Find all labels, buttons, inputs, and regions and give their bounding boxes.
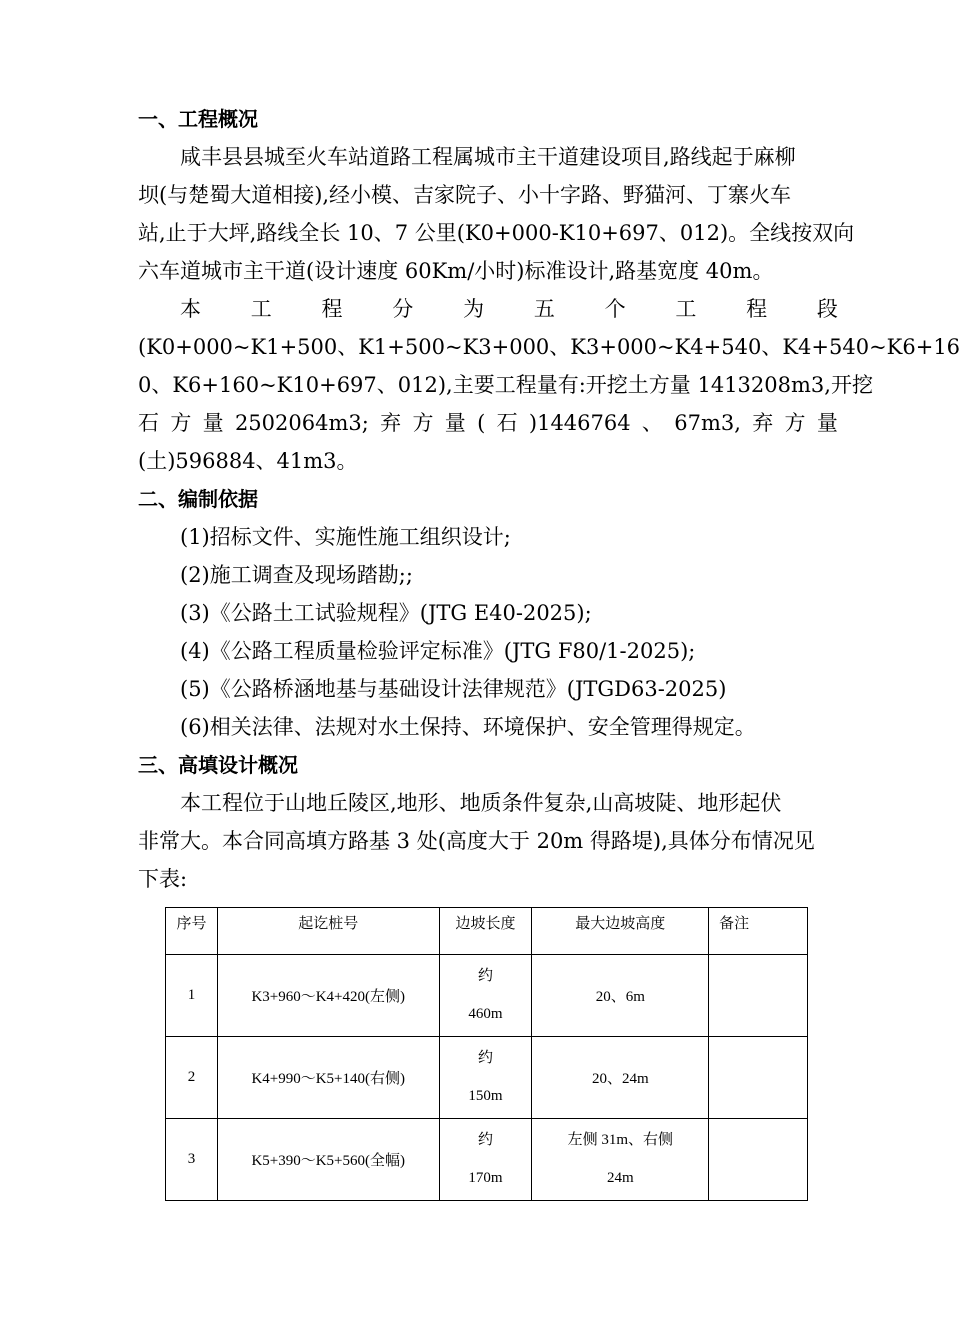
basis-item: (6)相关法律、法规对水土保持、环境保护、安全管理得规定。 — [180, 715, 756, 739]
cell-length: 约 460m — [439, 955, 532, 1037]
word: 量 — [816, 411, 838, 435]
word: 石 — [138, 411, 159, 435]
column-header: 备注 — [709, 908, 808, 955]
text-line: 下表: — [138, 867, 188, 891]
word: 段 — [816, 297, 838, 321]
basis-item: (3)《公路土工试验规程》(JTG E40-2025); — [180, 601, 592, 625]
basis-item: (1)招标文件、实施性施工组织设计; — [180, 525, 511, 549]
word: 五 — [533, 297, 555, 321]
high-fill-distribution-table — [165, 907, 808, 1201]
cell-note — [709, 955, 808, 1037]
word: 方 — [170, 411, 192, 435]
column-header: 最大边坡高度 — [532, 908, 709, 955]
basis-item: (2)施工调查及现场踏勘;; — [180, 563, 413, 587]
cell-height: 20、24m — [532, 1037, 709, 1119]
cell-range: K4+990～K5+140(右侧) — [217, 1037, 439, 1119]
text-line: 本工程位于山地丘陵区,地形、地质条件复杂,山高坡陡、地形起伏 — [180, 791, 782, 815]
word: 程 — [321, 297, 343, 321]
text-line: 六车道城市主干道(设计速度 60Km/小时)标准设计,路基宽度 40m。 — [138, 259, 774, 283]
basis-item: (4)《公路工程质量检验评定标准》(JTG F80/1-2025); — [180, 639, 696, 663]
justified-line — [138, 404, 838, 442]
text-line: 咸丰县县城至火车站道路工程属城市主干道建设项目,路线起于麻柳 — [180, 145, 796, 169]
text-line: 坝(与楚蜀大道相接),经小模、吉家院子、小十字路、野猫河、丁寨火车 — [138, 183, 792, 207]
word: 程 — [746, 297, 768, 321]
word: 弃 — [380, 411, 402, 435]
table-row — [166, 1037, 808, 1119]
word: 个 — [604, 297, 626, 321]
word: 方 — [412, 411, 434, 435]
justified-line — [138, 290, 838, 328]
column-header: 起讫桩号 — [217, 908, 439, 955]
text-line: (土)596884、41m3。 — [138, 449, 358, 473]
column-header: 序号 — [166, 908, 218, 955]
word: 分 — [392, 297, 414, 321]
word: 67m3, — [674, 411, 741, 435]
column-header: 边坡长度 — [439, 908, 532, 955]
cell-range: K3+960～K4+420(左侧) — [217, 955, 439, 1037]
word: )1446764 — [528, 411, 631, 435]
cell-note — [709, 1037, 808, 1119]
table-row — [166, 1119, 808, 1201]
word: 工 — [675, 297, 697, 321]
basis-item: (5)《公路桥涵地基与基础设计法律规范》(JTGD63-2025) — [180, 677, 727, 701]
word: 、 — [641, 411, 663, 435]
table-header-row — [166, 908, 808, 955]
section-heading-basis: 二、编制依据 — [138, 487, 258, 511]
word: ( — [477, 411, 486, 435]
section-heading-high-fill: 三、高填设计概况 — [138, 753, 298, 777]
word: 本 — [180, 297, 201, 321]
cell-height: 左侧 31m、右侧 24m — [532, 1119, 709, 1201]
word: 量 — [444, 411, 466, 435]
cell-height: 20、6m — [532, 955, 709, 1037]
cell-length: 约 170m — [439, 1119, 532, 1201]
overview-paragraph-1 — [138, 138, 855, 290]
table-row — [166, 955, 808, 1037]
document-body — [138, 100, 960, 898]
cell-no: 3 — [166, 1119, 218, 1201]
cell-note — [709, 1119, 808, 1201]
text-line: (K0+000~K1+500、K1+500~K3+000、K3+000~K4+540、K4+540~K6+16 — [138, 335, 960, 359]
word: 工 — [250, 297, 272, 321]
section-heading-overview: 一、工程概况 — [138, 107, 258, 131]
high-fill-paragraph — [138, 784, 838, 898]
cell-range: K5+390～K5+560(全幅) — [217, 1119, 439, 1201]
cell-no: 1 — [166, 955, 218, 1037]
word: 方 — [784, 411, 806, 435]
text-line: 0、K6+160~K10+697、012),主要工程量有:开挖土方量 1413208m3,开挖 — [138, 373, 873, 397]
text-line: 非常大。本合同高填方路基 3 处(高度大于 20m 得路堤),具体分布情况见 — [138, 829, 815, 853]
word: 2502064m3; — [234, 411, 369, 435]
word: 石 — [496, 411, 518, 435]
word: 为 — [463, 297, 485, 321]
cell-no: 2 — [166, 1037, 218, 1119]
word: 量 — [202, 411, 224, 435]
cell-length: 约 150m — [439, 1037, 532, 1119]
overview-paragraph-2 — [138, 290, 960, 480]
word: 弃 — [752, 411, 774, 435]
text-line: 站,止于大坪,路线全长 10、7 公里(K0+000-K10+697、012)。全线按双向 — [138, 221, 855, 245]
